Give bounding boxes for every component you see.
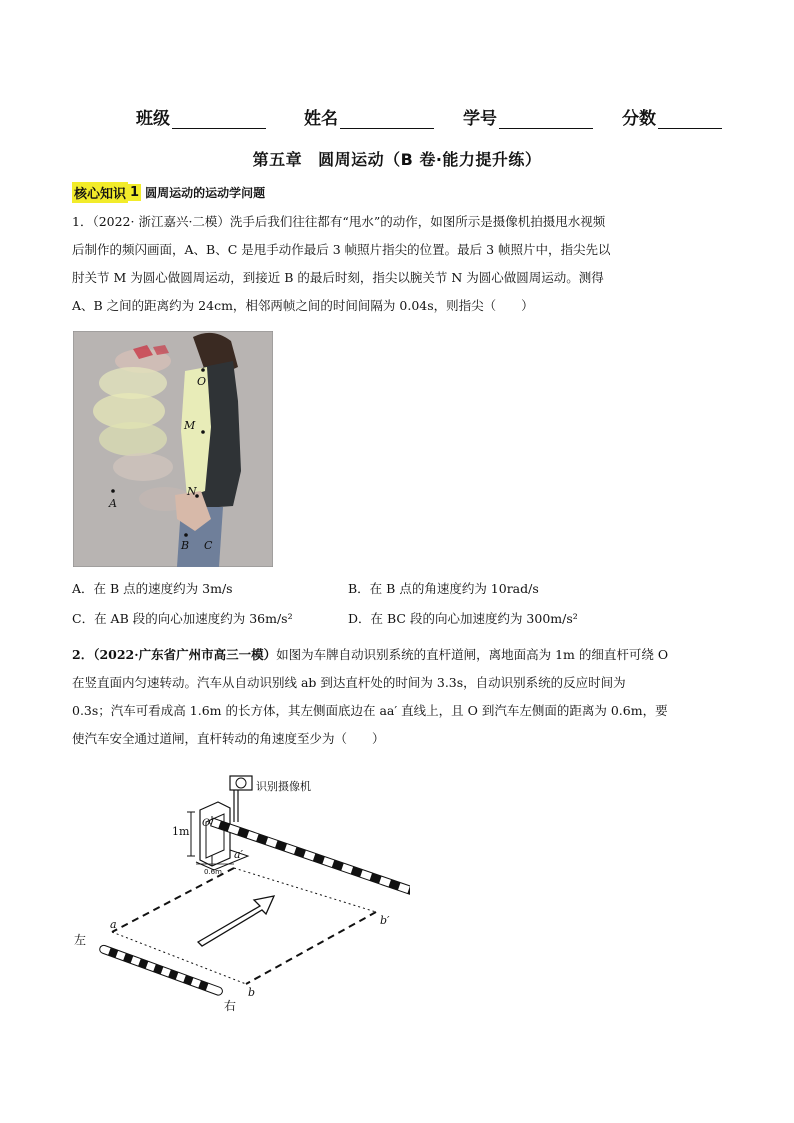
name-field [304,104,434,129]
q1-option-c[interactable]: C．在 AB 段的向心加速度约为 36m/s² [72,611,293,626]
q1-line: 肘关节 M 为圆心做圆周运动，到接近 B 的最后时刻，指尖以腕关节 N 为圆心做圆周运动。测得 [72,270,604,285]
q1-option-b[interactable]: B．在 B 点的角速度约为 10rad/s [348,581,539,596]
point-n-label: N [187,485,197,498]
student-id-label: 学号 [463,109,497,129]
camera-label: 识别摄像机 [256,780,311,793]
q2-line: 在竖直面内匀速转动。汽车从自动识别线 ab 到达直杆处的时间为 3.3s，自动识别系统的反应时间为 [72,675,626,690]
class-blank[interactable] [172,108,266,129]
q1-photo [73,331,273,567]
section-heading [72,182,265,203]
student-id-field [463,104,593,129]
student-id-blank[interactable] [499,108,593,129]
name-label: 姓名 [304,109,338,129]
point-c-label: C [204,539,213,552]
student-info-row [0,104,794,130]
question-2 [72,641,732,753]
score-label: 分数 [622,109,656,129]
b-prime-label: b′ [380,914,390,927]
chapter-label: 第五章 [252,150,303,169]
q2-line: 2．（2022·广东省广州市高三一模）如图为车牌自动识别系统的直杆道闸，离地面高为 1m 的细直杆可绕 O [72,647,669,662]
chapter-title: 圆周运动（B 卷·能力提升练） [318,150,542,169]
q1-line: A、B 之间的距离约为 24cm，相邻两帧之间的时间间隔为 0.04s，则指尖（ ） [72,298,534,313]
distance-label: 0.6m [204,868,222,876]
left-label: 左 [74,933,87,947]
name-blank[interactable] [340,108,434,129]
point-o-label: O [197,375,207,388]
q2-line: 0.3s；汽车可看成高 1.6m 的长方体，其左侧面底边在 aa′ 直线上，且 O 到汽车左侧面的距离为 0.6m，要 [72,703,668,718]
question-1 [72,208,732,320]
class-field [136,104,266,129]
point-m-label: M [184,419,196,432]
q2-line: 使汽车安全通过道闸，直杆转动的角速度至少为（ ） [72,731,385,746]
b-label: b [248,986,256,999]
section-title: 圆周运动的运动学问题 [145,186,266,200]
height-label: 1m [172,825,190,838]
page-title [0,147,794,170]
score-field [622,104,722,129]
q2-gate-diagram [70,772,410,1022]
score-blank[interactable] [658,108,722,129]
q1-line: 后制作的频闪画面，A、B、C 是甩手动作最后 3 帧照片指尖的位置。最后 3 帧照片中，指尖先以 [72,242,611,257]
pivot-o-label: O [202,818,211,829]
section-number: 1 [130,185,140,200]
a-prime-label: a′ [234,848,244,861]
class-label: 班级 [136,109,170,129]
right-label: 右 [224,999,237,1013]
point-b-label: B [181,539,190,552]
section-tag: 核心知识 [72,182,128,203]
a-label: a [110,918,117,931]
q1-option-a[interactable]: A．在 B 点的速度约为 3m/s [72,581,233,596]
q1-line: 1．（2022· 浙江嘉兴·二模）洗手后我们往往都有“甩水”的动作，如图所示是摄像机拍摄甩水视频 [72,214,606,229]
q2-source: 2．（2022·广东省广州市高三一模） [72,647,277,662]
point-a-label: A [109,497,117,510]
q1-option-d[interactable]: D．在 BC 段的向心加速度约为 300m/s² [348,611,578,626]
